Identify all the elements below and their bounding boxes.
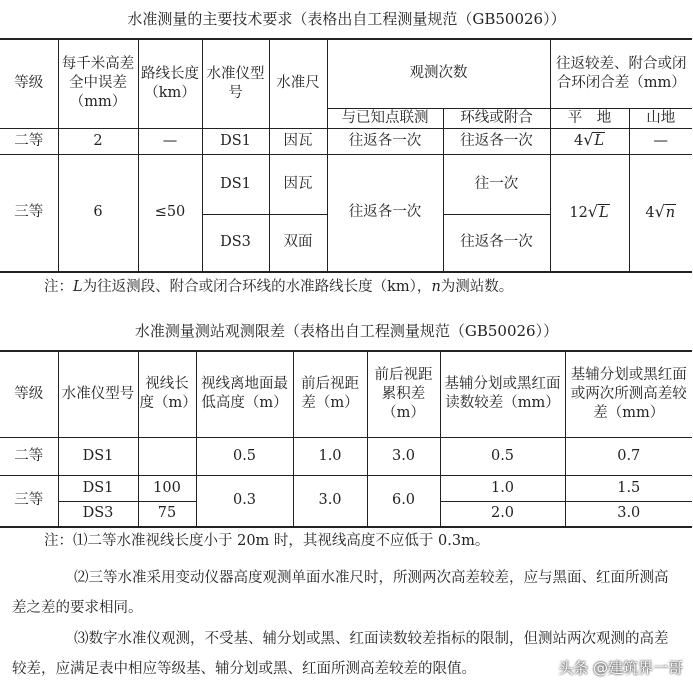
cell-instrument: DS1: [202, 128, 269, 154]
header-height-diff: 基辅分划或黑红面或两次所测高差较差（mm）: [565, 351, 692, 437]
cell-flat: [550, 154, 629, 272]
header-sight: 视线长度（m）: [138, 351, 196, 437]
cell-flat: [550, 128, 629, 154]
table1-title: 水准测量的主要技术要求（表格出自工程测量规范（GB50026））: [127, 10, 566, 28]
table2-note-3: ⑶数字水准仪观测，不受基、辅分划或黑、红面读数较差指标的限制，但测站两次观测的高差较差，应满足表中相应等级基、辅分划或黑、红面所测高差较差的限值。: [12, 631, 669, 677]
flat-coef: 12: [569, 204, 588, 221]
cell-instrument: DS3: [202, 214, 269, 272]
cell-height-diff: 3.0: [565, 501, 692, 527]
cell-known: 往返各一次: [327, 128, 443, 154]
cell-cumulative: 6.0: [367, 475, 440, 527]
header-length: 路线长度（km）: [138, 39, 202, 128]
cell-reading: 1.0: [440, 475, 565, 501]
cell-diff: 3.0: [293, 475, 367, 527]
flat-var: L: [594, 133, 605, 149]
header-known-point: 与已知点联测: [327, 108, 443, 128]
cell-grade: 三等: [0, 475, 58, 527]
cell-error: 2: [58, 128, 138, 154]
technical-requirements-table: [0, 38, 692, 273]
cell-sight: [138, 437, 196, 475]
sqrt-symbol: √ L: [583, 130, 605, 149]
mount-var: n: [665, 204, 676, 221]
header-mountain: 山地: [629, 108, 692, 128]
cell-grade: 三等: [0, 154, 58, 272]
header-loop: 环线或附合: [443, 108, 550, 128]
header-height: 视线离地面最低高度（m）: [196, 351, 293, 437]
cell-error: 6: [58, 154, 138, 272]
cell-instrument: DS3: [58, 501, 138, 527]
header-error: 每千米高差全中误差（mm）: [58, 39, 138, 128]
cell-diff: 1.0: [293, 437, 367, 475]
note-var-n: n: [431, 279, 441, 295]
cell-staff: 双面: [269, 214, 327, 272]
sqrt-symbol: √ n: [654, 201, 676, 221]
cell-grade: 二等: [0, 437, 58, 475]
cell-sight: 100: [138, 475, 196, 501]
table-row: [0, 154, 692, 214]
header-observations: 观测次数: [327, 39, 550, 108]
station-limits-table: [0, 350, 692, 528]
cell-height-diff: 1.5: [565, 475, 692, 501]
header-staff: 水准尺: [269, 39, 327, 128]
header-reading: 基辅分划或黑红面读数较差（mm）: [440, 351, 565, 437]
watermark-logo: 头条 @建筑界一哥: [558, 659, 683, 677]
cell-mountain: [629, 154, 692, 272]
header-flat: 平 地: [550, 108, 629, 128]
note-text2: 为测站数。: [440, 279, 514, 295]
header-cumulative: 前后视距累积差（m）: [367, 351, 440, 437]
cell-reading: 0.5: [440, 437, 565, 475]
header-instrument: 水准仪型号: [202, 39, 269, 128]
cell-height: 0.5: [196, 437, 293, 475]
mount-coef: 4: [645, 204, 655, 221]
cell-instrument: DS1: [58, 475, 138, 501]
cell-cumulative: 3.0: [367, 437, 440, 475]
cell-sight: 75: [138, 501, 196, 527]
table2-note-1: 注：⑴二等水准视线长度小于 20m 时，其视线高度不应低于 0.3m。: [44, 533, 490, 549]
cell-staff: 因瓦: [269, 128, 327, 154]
cell-grade: 二等: [0, 128, 58, 154]
cell-reading: 2.0: [440, 501, 565, 527]
cell-loop: 往返各一次: [443, 128, 550, 154]
cell-known: 往返各一次: [327, 154, 443, 272]
cell-height: 0.3: [196, 475, 293, 527]
header-diff: 前后视距差（m）: [293, 351, 367, 437]
table-row: [0, 128, 692, 154]
table-row: [0, 475, 692, 501]
cell-loop: 往一次: [443, 154, 550, 214]
header-grade: 等级: [0, 39, 58, 128]
sqrt-symbol: √ L: [587, 201, 609, 221]
cell-height-diff: 0.7: [565, 437, 692, 475]
cell-staff: 因瓦: [269, 154, 327, 214]
cell-loop: 往返各一次: [443, 214, 550, 272]
table1-note: [44, 277, 513, 297]
table2-note-2: ⑵三等水准采用变动仪器高度观测单面水准尺时，所测两次高差较差，应与黑面、红面所测高差之差的要求相同。: [12, 570, 669, 616]
cell-instrument: DS1: [202, 154, 269, 214]
header-grade: 等级: [0, 351, 58, 437]
table2-title: 水准测量测站观测限差（表格出自工程测量规范（GB50026））: [134, 322, 559, 340]
cell-length: —: [138, 128, 202, 154]
flat-var: L: [599, 204, 609, 221]
cell-mountain: —: [629, 128, 692, 154]
note-text1: 为往返测段、附合或闭合环线的水准路线长度（km），: [82, 279, 432, 295]
note-prefix: 注：: [44, 279, 73, 295]
header-closure: 往返较差、附合或闭合环闭合差（mm）: [550, 39, 692, 108]
cell-instrument: DS1: [58, 437, 138, 475]
header-instrument: 水准仪型号: [58, 351, 138, 437]
note-var-L: L: [73, 279, 83, 295]
table-row: [0, 437, 692, 475]
flat-coef: 4: [573, 133, 584, 149]
cell-length: ≤50: [138, 154, 202, 272]
